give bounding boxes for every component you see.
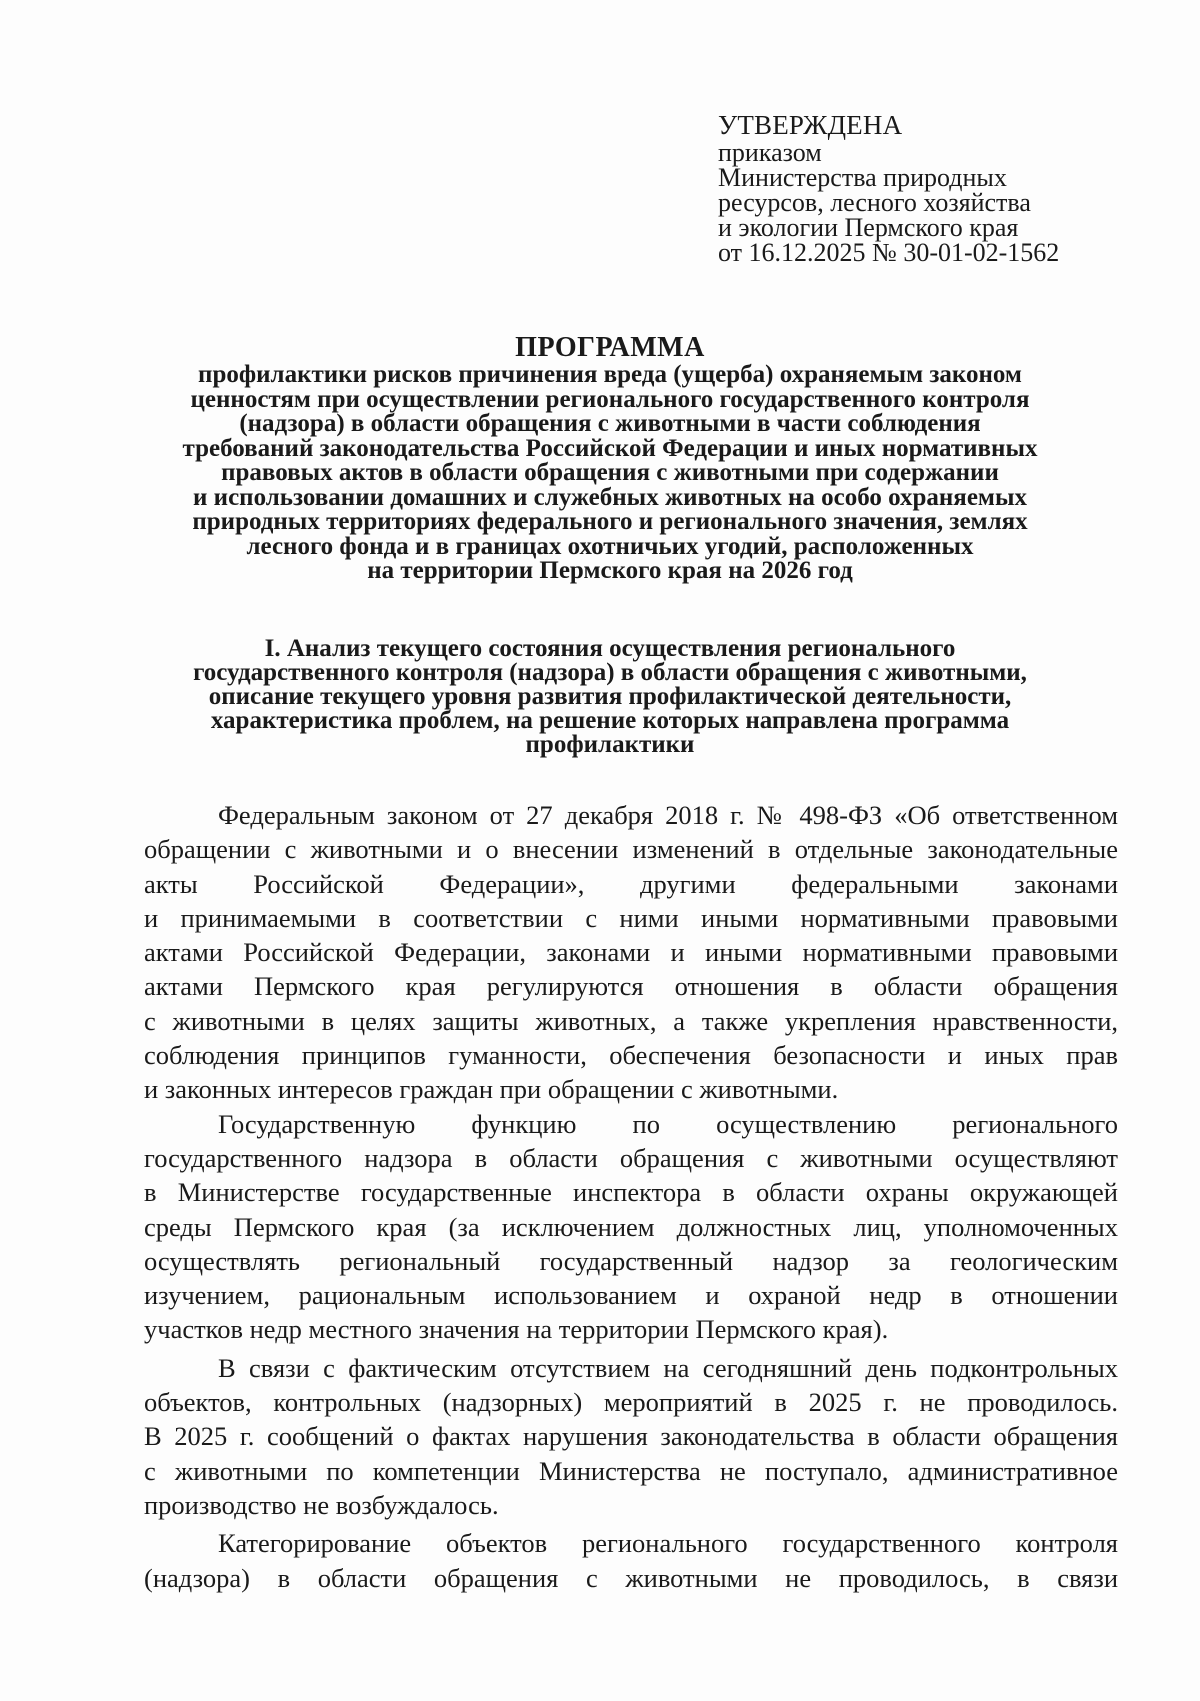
program-subtitle-line: лесного фонда и в границах охотничьих угодий, расположенных: [246, 532, 974, 560]
paragraph-line: производство не возбуждалось.: [144, 1489, 499, 1520]
approval-block: [718, 110, 1158, 265]
paragraph-line: соблюдения принципов гуманности, обеспечения безопасности и иных прав: [144, 1040, 1118, 1071]
program-subtitle-line: природных территориях федерального и регионального значения, землях: [192, 508, 1028, 535]
paragraph-line: в Министерстве государственные инспектора в области охраны окружающей: [144, 1177, 1118, 1208]
paragraph-line: обращении с животными и о внесении изменений в отдельные законодательные: [144, 834, 1118, 865]
paragraph: [144, 1351, 1118, 1522]
paragraph-line: и принимаемыми в соответствии с ними иными нормативными правовыми: [144, 902, 1118, 933]
approval-line: от 16.12.2025 № 30-01-02-1562: [718, 238, 1060, 267]
section-heading-line: I. Анализ текущего состояния осуществления регионального: [264, 635, 956, 662]
paragraph-line: актами Российской Федерации, законами и иными нормативными правовыми: [144, 937, 1118, 968]
paragraph-line: актами Пермского края регулируются отношения в области обращения: [144, 971, 1118, 1002]
program-subtitle-line: профилактики рисков причинения вреда (ущерба) охраняемым законом: [198, 361, 1022, 388]
program-subtitle-line: и использовании домашних и служебных животных на особо охраняемых: [193, 483, 1027, 511]
paragraph: [144, 1526, 1118, 1595]
paragraph-line: В связи с фактическим отсутствием на сегодняшний день подконтрольных: [218, 1352, 1118, 1383]
paragraph-line: с животными по компетенции Министерства не поступало, административное: [144, 1455, 1118, 1486]
section-heading-line: профилактики: [525, 731, 695, 758]
paragraph-line: Федеральным законом от 27 декабря 2018 г. № 498-ФЗ «Об ответственном: [218, 800, 1118, 830]
paragraph: [144, 1107, 1118, 1347]
section-heading-line: государственного контроля (надзора) в области обращения с животными,: [193, 659, 1027, 686]
paragraph-line: государственного надзора в области обращения с животными осуществляют: [144, 1142, 1118, 1173]
program-subtitle-line: правовых актов в области обращения с животными при содержании: [221, 459, 999, 486]
paragraph-line: акты Российской Федерации», другими федеральными законами: [144, 868, 1118, 899]
approval-line: и экологии Пермского края: [718, 213, 1019, 242]
paragraph-line: объектов, контрольных (надзорных) мероприятий в 2025 г. не проводилось.: [144, 1387, 1118, 1418]
paragraph-line: и законных интересов граждан при обращении с животными.: [144, 1074, 839, 1105]
paragraph-line: Категорирование объектов регионального государственного контроля: [218, 1528, 1118, 1559]
paragraph-line: осуществлять региональный государственный надзор за геологическим: [144, 1245, 1118, 1276]
paragraph-line: Государственную функцию по осуществлению регионального: [218, 1108, 1118, 1139]
paragraph-line: (надзора) в области обращения с животными не проводилось, в связи: [144, 1562, 1118, 1593]
program-subtitle-line: (надзора) в области обращения с животными в части соблюдения: [239, 410, 981, 437]
section-heading-line: описание текущего уровня развития профилактической деятельности,: [208, 683, 1012, 710]
approval-line: ресурсов, лесного хозяйства: [718, 188, 1031, 217]
program-subtitle-line: ценностям при осуществлении регионального государственного контроля: [190, 385, 1030, 413]
paragraph-line: изучением, рациональным использованием и охраной недр в отношении: [144, 1280, 1118, 1311]
paragraph-line: с животными в целях защиты животных, а также укрепления нравственности,: [144, 1005, 1118, 1036]
approval-line: приказом: [718, 138, 822, 167]
paragraph-line: среды Пермского края (за исключением должностных лиц, уполномоченных: [144, 1211, 1118, 1242]
program-subtitle-line: требований законодательства Российской Федерации и иных нормативных: [182, 434, 1038, 462]
approval-line: Министерства природных: [718, 163, 1007, 192]
section-heading-line: характеристика проблем, на решение которых направлена программа: [210, 707, 1010, 734]
section-heading: [140, 637, 1080, 757]
paragraph-line: В 2025 г. сообщений о фактах нарушения законодательства в области обращения: [144, 1421, 1118, 1452]
paragraph: [144, 798, 1118, 1107]
paragraph-line: участков недр местного значения на территории Пермского края).: [144, 1314, 889, 1345]
program-title-block: [130, 333, 1090, 584]
program-title: ПРОГРАММА: [515, 332, 705, 363]
body-text: [144, 798, 1118, 1595]
program-subtitle-line: на территории Пермского края на 2026 год: [367, 557, 853, 584]
approval-title: УТВЕРЖДЕНА: [718, 110, 903, 140]
